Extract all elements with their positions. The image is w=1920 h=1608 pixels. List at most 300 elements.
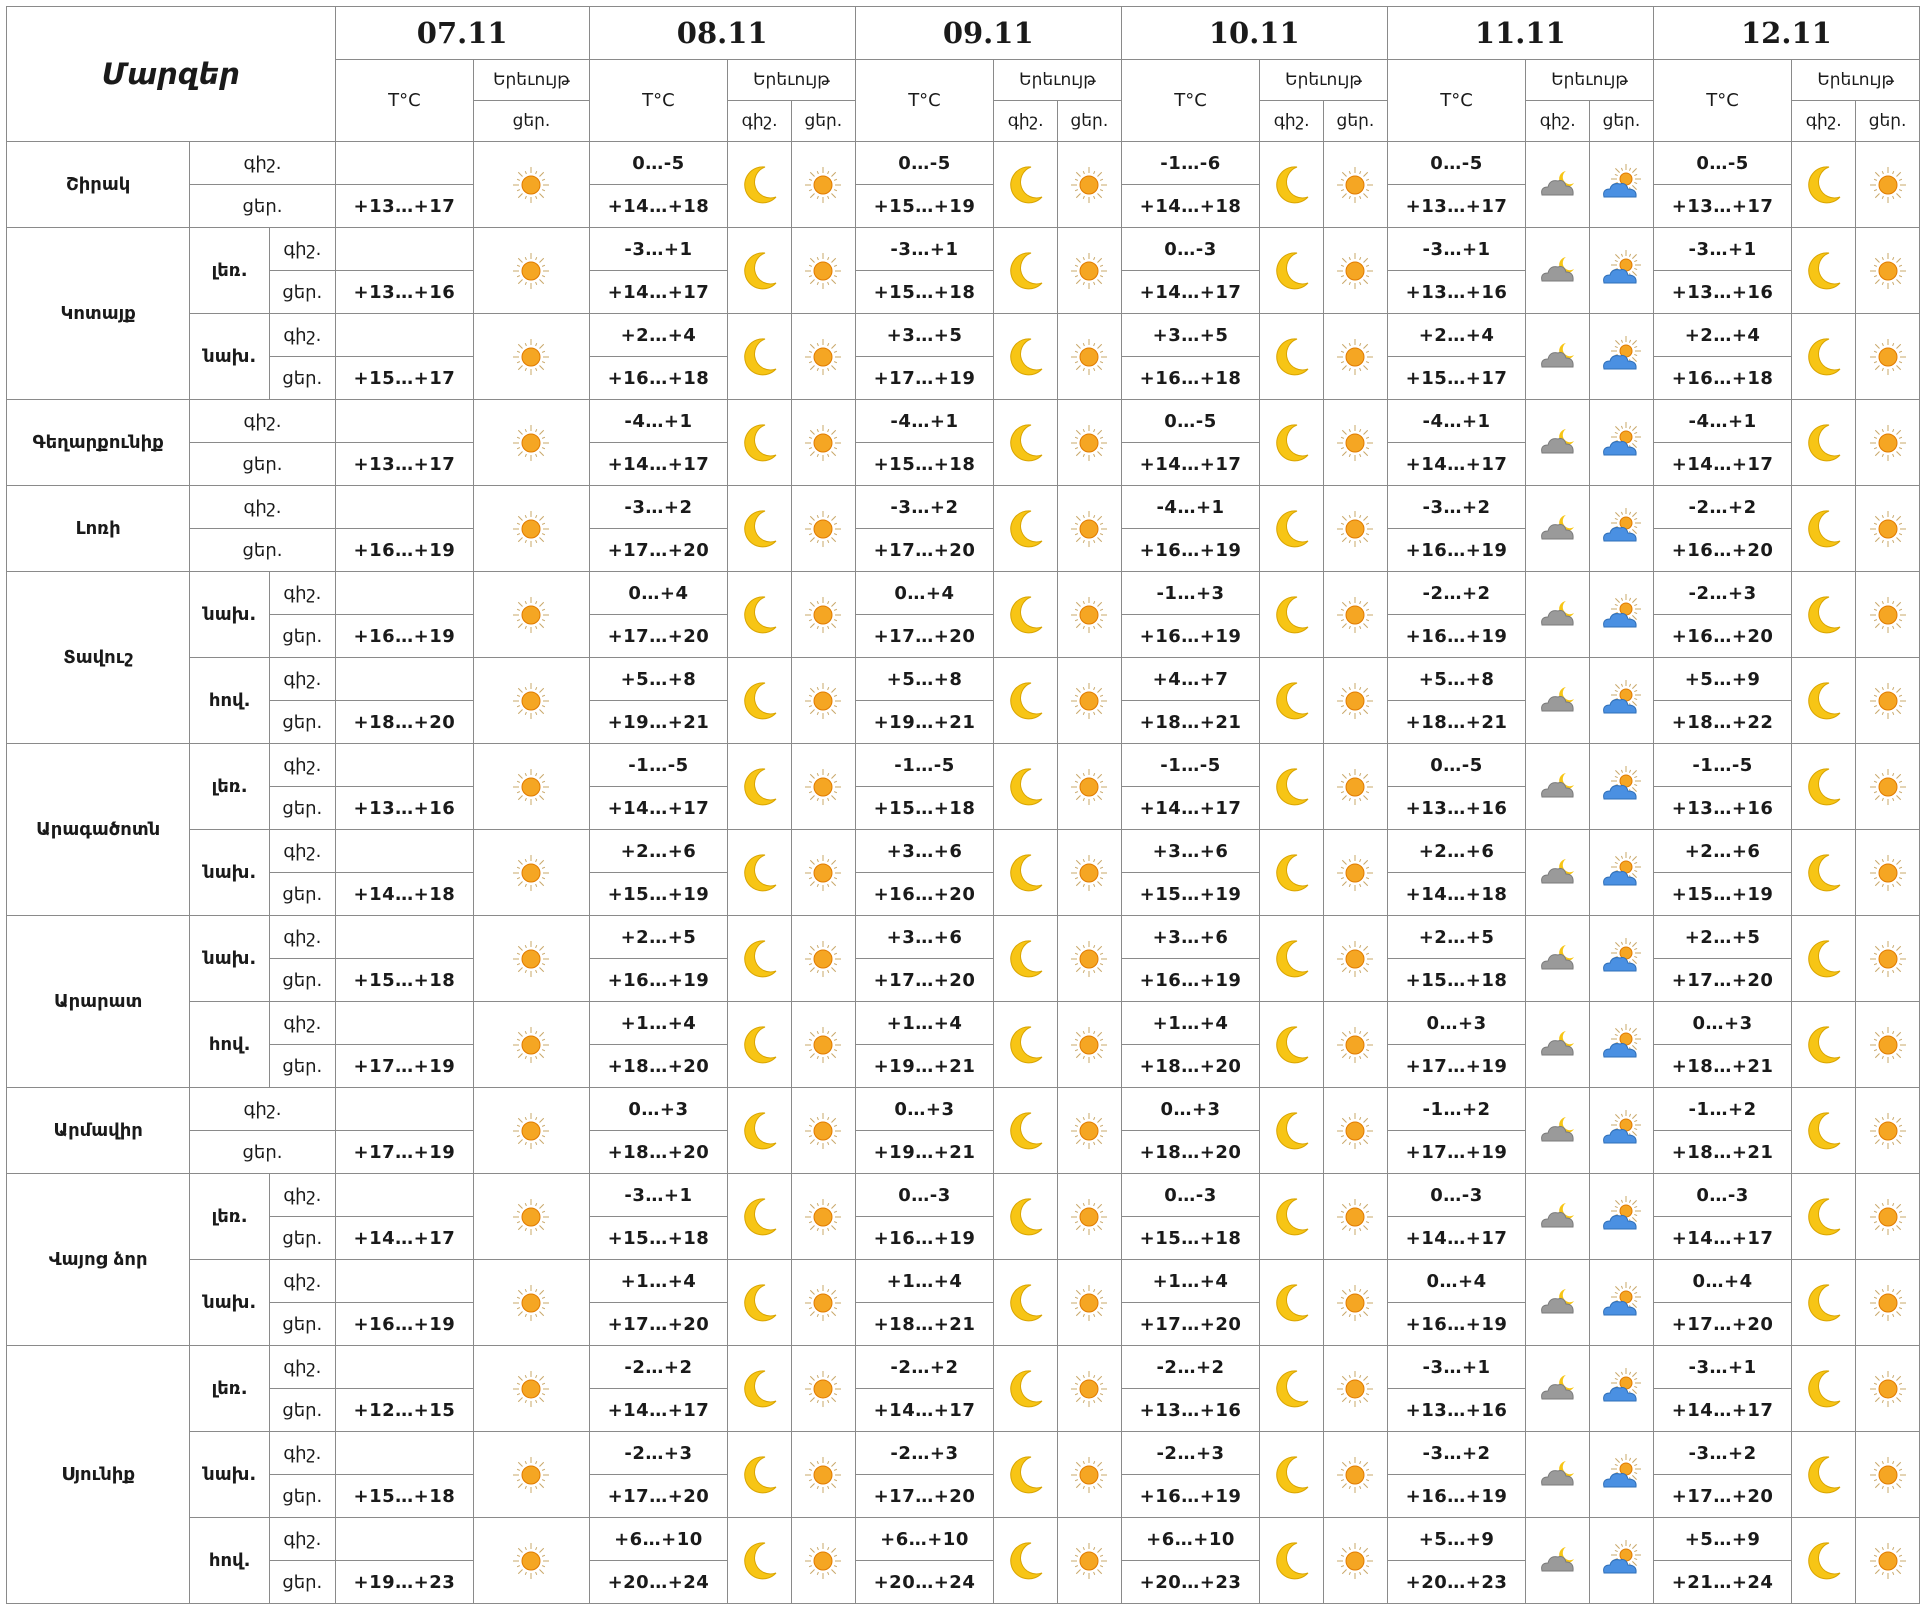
night-temp: 0…+3: [589, 1088, 728, 1131]
day-icon-cell: [1324, 658, 1388, 744]
moon-icon: [1004, 1539, 1048, 1583]
night-temp: +5…+8: [589, 658, 728, 701]
day-icon-cell: [1324, 1088, 1388, 1174]
night-icon-cell: [1526, 1088, 1590, 1174]
night-icon-cell: [994, 1174, 1058, 1260]
moon-icon: [1004, 937, 1048, 981]
day-temp: +13…+16: [1387, 1389, 1526, 1432]
night-temp: 0…+4: [1387, 1260, 1526, 1303]
subregion-name: լեռ.: [190, 1174, 270, 1260]
day-temp: +14…+17: [589, 271, 728, 314]
table-row: [7, 830, 1920, 873]
cloud-sun-icon: [1599, 679, 1643, 723]
day-temp: +17…+20: [589, 1303, 728, 1346]
sun-icon: [1067, 765, 1111, 809]
day-icon-cell: [474, 830, 590, 916]
region-name: Սյունիք: [7, 1346, 190, 1604]
table-row: [7, 486, 1920, 529]
cloud-moon-icon: [1536, 765, 1580, 809]
sun-icon: [1067, 851, 1111, 895]
day-temp: +16…+20: [1653, 529, 1792, 572]
night-temp: 0…-5: [1121, 400, 1260, 443]
cloud-moon-icon: [1536, 1539, 1580, 1583]
day-temp: +14…+17: [1387, 443, 1526, 486]
day-icon-cell: [474, 572, 590, 658]
subregion-name: նախ.: [190, 1432, 270, 1518]
sun-icon: [1333, 1195, 1377, 1239]
moon-icon: [1004, 421, 1048, 465]
day-temp: +17…+20: [1121, 1303, 1260, 1346]
sun-icon: [1866, 765, 1910, 809]
sun-icon: [1333, 249, 1377, 293]
night-temp: -3…+2: [1387, 1432, 1526, 1475]
day-icon-cell: [791, 572, 855, 658]
cloud-moon-icon: [1536, 1195, 1580, 1239]
day-temp: +17…+20: [1653, 1475, 1792, 1518]
sun-icon: [1333, 1453, 1377, 1497]
table-row: [7, 1518, 1920, 1561]
night-temp: [335, 1088, 474, 1131]
day-icon-cell: [1058, 486, 1122, 572]
day-temp: +13…+17: [1387, 185, 1526, 228]
night-icon-cell: [728, 916, 792, 1002]
day-subheader: ցեր.: [1856, 101, 1920, 142]
phenomenon-header: Երեւույթ: [994, 60, 1122, 101]
moon-icon: [1004, 593, 1048, 637]
night-temp: 0…-3: [1387, 1174, 1526, 1217]
day-icon-cell: [1856, 830, 1920, 916]
night-icon-cell: [1260, 1002, 1324, 1088]
table-row: [7, 1002, 1920, 1045]
night-icon-cell: [1792, 744, 1856, 830]
moon-icon: [738, 1281, 782, 1325]
day-temp: +15…+17: [335, 357, 474, 400]
day-icon-cell: [791, 1260, 855, 1346]
moon-icon: [1004, 851, 1048, 895]
day-subheader: ցեր.: [1058, 101, 1122, 142]
night-temp: 0…-5: [1387, 744, 1526, 787]
day-temp: +16…+19: [855, 1217, 994, 1260]
night-temp: -1…-5: [589, 744, 728, 787]
moon-icon: [1270, 1453, 1314, 1497]
day-icon-cell: [1058, 572, 1122, 658]
sun-icon: [1866, 249, 1910, 293]
sun-icon: [1866, 335, 1910, 379]
day-icon-cell: [474, 1088, 590, 1174]
night-icon-cell: [1792, 228, 1856, 314]
night-icon-cell: [728, 400, 792, 486]
subregion-name: նախ.: [190, 830, 270, 916]
sun-icon: [1333, 679, 1377, 723]
night-icon-cell: [728, 830, 792, 916]
sun-icon: [509, 1367, 553, 1411]
day-temp: +17…+19: [335, 1045, 474, 1088]
moon-icon: [1004, 1109, 1048, 1153]
day-icon-cell: [791, 830, 855, 916]
night-icon-cell: [1260, 1088, 1324, 1174]
sun-icon: [1067, 679, 1111, 723]
night-temp: +1…+4: [1121, 1260, 1260, 1303]
sun-icon: [1866, 1109, 1910, 1153]
night-icon-cell: [1260, 486, 1324, 572]
day-icon-cell: [1058, 314, 1122, 400]
day-icon-cell: [1856, 1174, 1920, 1260]
day-icon-cell: [1856, 1518, 1920, 1604]
night-temp: -1…-6: [1121, 142, 1260, 185]
day-temp: +13…+16: [1653, 787, 1792, 830]
day-label: ցեր.: [269, 357, 335, 400]
day-icon-cell: [1590, 1432, 1654, 1518]
cloud-moon-icon: [1536, 1281, 1580, 1325]
night-label: գիշ.: [269, 916, 335, 959]
night-icon-cell: [1526, 400, 1590, 486]
night-temp: +5…+9: [1653, 1518, 1792, 1561]
day-icon-cell: [1856, 486, 1920, 572]
sun-icon: [801, 1367, 845, 1411]
day-temp: +15…+18: [855, 443, 994, 486]
moon-icon: [1802, 507, 1846, 551]
day-icon-cell: [1590, 486, 1654, 572]
day-icon-cell: [791, 142, 855, 228]
cloud-sun-icon: [1599, 335, 1643, 379]
night-label: գիշ.: [190, 142, 335, 185]
night-temp: 0…+3: [855, 1088, 994, 1131]
phenomenon-header: Երեւույթ: [474, 60, 590, 101]
night-label: գիշ.: [190, 1088, 335, 1131]
day-temp: +17…+20: [1653, 959, 1792, 1002]
table-row: [7, 658, 1920, 701]
day-temp: +15…+18: [335, 959, 474, 1002]
day-label: ցեր.: [190, 1131, 335, 1174]
day-temp: +15…+18: [335, 1475, 474, 1518]
night-icon-cell: [728, 1088, 792, 1174]
cloud-moon-icon: [1536, 249, 1580, 293]
night-temp: -2…+2: [1387, 572, 1526, 615]
day-label: ցեր.: [269, 1389, 335, 1432]
sun-icon: [1333, 765, 1377, 809]
day-icon-cell: [474, 916, 590, 1002]
day-temp: +15…+19: [589, 873, 728, 916]
day-icon-cell: [1590, 916, 1654, 1002]
night-temp: 0…-5: [1387, 142, 1526, 185]
temp-header: T°C: [855, 60, 994, 142]
night-temp: -1…+2: [1653, 1088, 1792, 1131]
sun-icon: [1866, 163, 1910, 207]
day-temp: +17…+20: [855, 959, 994, 1002]
night-temp: 0…+3: [1653, 1002, 1792, 1045]
night-icon-cell: [728, 142, 792, 228]
day-icon-cell: [791, 1088, 855, 1174]
moon-icon: [1802, 1281, 1846, 1325]
day-icon-cell: [1590, 572, 1654, 658]
moon-icon: [1270, 1281, 1314, 1325]
sun-icon: [1067, 593, 1111, 637]
day-icon-cell: [1058, 658, 1122, 744]
day-temp: +14…+17: [1121, 271, 1260, 314]
sun-icon: [801, 507, 845, 551]
region-name: Տավուշ: [7, 572, 190, 744]
night-temp: 0…-5: [589, 142, 728, 185]
day-temp: +13…+16: [335, 271, 474, 314]
day-icon-cell: [791, 916, 855, 1002]
night-temp: -2…+3: [1653, 572, 1792, 615]
night-icon-cell: [1526, 830, 1590, 916]
day-icon-cell: [791, 400, 855, 486]
moon-icon: [738, 163, 782, 207]
day-icon-cell: [474, 1174, 590, 1260]
night-temp: 0…-5: [1653, 142, 1792, 185]
night-icon-cell: [1792, 400, 1856, 486]
sun-icon: [801, 679, 845, 723]
day-icon-cell: [1058, 1088, 1122, 1174]
moon-icon: [1270, 421, 1314, 465]
day-temp: +15…+17: [1387, 357, 1526, 400]
day-icon-cell: [791, 658, 855, 744]
moon-icon: [1802, 1195, 1846, 1239]
day-icon-cell: [1590, 1260, 1654, 1346]
day-icon-cell: [1856, 916, 1920, 1002]
day-temp: +16…+19: [589, 959, 728, 1002]
moon-icon: [1270, 1539, 1314, 1583]
day-temp: +18…+21: [855, 1303, 994, 1346]
night-label: գիշ.: [269, 1002, 335, 1045]
sun-icon: [1866, 421, 1910, 465]
day-icon-cell: [474, 314, 590, 400]
night-label: գիշ.: [269, 572, 335, 615]
day-icon-cell: [474, 744, 590, 830]
day-temp: +18…+20: [335, 701, 474, 744]
night-icon-cell: [728, 1002, 792, 1088]
region-name: Վայոց ձոր: [7, 1174, 190, 1346]
phenomenon-header: Երեւույթ: [728, 60, 856, 101]
night-icon-cell: [1260, 228, 1324, 314]
sun-icon: [509, 1109, 553, 1153]
night-temp: -4…+1: [855, 400, 994, 443]
day-icon-cell: [474, 1002, 590, 1088]
sun-icon: [1333, 593, 1377, 637]
day-temp: +16…+19: [1121, 615, 1260, 658]
day-temp: +15…+18: [855, 787, 994, 830]
night-icon-cell: [1526, 916, 1590, 1002]
day-temp: +19…+21: [855, 701, 994, 744]
night-temp: +3…+6: [1121, 830, 1260, 873]
night-icon-cell: [1260, 916, 1324, 1002]
moon-icon: [1004, 1195, 1048, 1239]
night-temp: -4…+1: [589, 400, 728, 443]
day-icon-cell: [791, 314, 855, 400]
night-icon-cell: [728, 228, 792, 314]
night-icon-cell: [994, 572, 1058, 658]
day-temp: +17…+19: [855, 357, 994, 400]
day-icon-cell: [1058, 744, 1122, 830]
day-icon-cell: [1856, 142, 1920, 228]
table-row: [7, 1346, 1920, 1389]
night-temp: -3…+1: [1387, 228, 1526, 271]
night-temp: +5…+9: [1387, 1518, 1526, 1561]
day-icon-cell: [1058, 400, 1122, 486]
day-temp: +18…+20: [589, 1045, 728, 1088]
night-icon-cell: [1792, 1260, 1856, 1346]
night-icon-cell: [1526, 314, 1590, 400]
table-row: [7, 142, 1920, 185]
day-temp: +16…+18: [1653, 357, 1792, 400]
day-icon-cell: [1590, 314, 1654, 400]
night-temp: -1…-5: [1121, 744, 1260, 787]
night-subheader: գիշ.: [1260, 101, 1324, 142]
region-name: Արագածոտն: [7, 744, 190, 916]
table-row: [7, 314, 1920, 357]
day-icon-cell: [1324, 400, 1388, 486]
day-icon-cell: [1324, 1002, 1388, 1088]
day-temp: +20…+24: [589, 1561, 728, 1604]
day-temp: +16…+19: [335, 1303, 474, 1346]
night-temp: [335, 658, 474, 701]
moon-icon: [1802, 1539, 1846, 1583]
night-temp: -2…+3: [1121, 1432, 1260, 1475]
day-icon-cell: [1590, 1174, 1654, 1260]
day-icon-cell: [474, 1260, 590, 1346]
sun-icon: [509, 1453, 553, 1497]
cloud-sun-icon: [1599, 851, 1643, 895]
night-temp: +3…+6: [855, 916, 994, 959]
day-temp: +16…+19: [1387, 615, 1526, 658]
sun-icon: [801, 1539, 845, 1583]
moon-icon: [738, 1109, 782, 1153]
night-temp: [335, 830, 474, 873]
sun-icon: [1866, 1539, 1910, 1583]
day-icon-cell: [1324, 1432, 1388, 1518]
night-temp: +2…+5: [1387, 916, 1526, 959]
night-icon-cell: [1526, 1260, 1590, 1346]
night-icon-cell: [994, 1088, 1058, 1174]
sun-icon: [1067, 163, 1111, 207]
night-temp: [335, 314, 474, 357]
night-temp: 0…+4: [1653, 1260, 1792, 1303]
sun-icon: [1333, 163, 1377, 207]
moon-icon: [1004, 1453, 1048, 1497]
night-temp: -3…+1: [1653, 228, 1792, 271]
sun-icon: [509, 507, 553, 551]
cloud-sun-icon: [1599, 421, 1643, 465]
day-subheader: ցեր.: [1590, 101, 1654, 142]
table-row: [7, 228, 1920, 271]
day-icon-cell: [1856, 1260, 1920, 1346]
night-temp: -3…+2: [855, 486, 994, 529]
day-icon-cell: [1324, 1518, 1388, 1604]
sun-icon: [801, 421, 845, 465]
night-temp: -3…+1: [589, 1174, 728, 1217]
day-temp: +19…+21: [855, 1045, 994, 1088]
sun-icon: [509, 937, 553, 981]
night-temp: +3…+6: [855, 830, 994, 873]
day-temp: +14…+18: [1121, 185, 1260, 228]
night-icon-cell: [1526, 1002, 1590, 1088]
sun-icon: [1067, 937, 1111, 981]
night-temp: -2…+2: [589, 1346, 728, 1389]
day-label: ցեր.: [269, 1045, 335, 1088]
night-label: գիշ.: [269, 1346, 335, 1389]
moon-icon: [1004, 163, 1048, 207]
moon-icon: [738, 1367, 782, 1411]
day-icon-cell: [1856, 1002, 1920, 1088]
moon-icon: [1270, 1023, 1314, 1067]
night-temp: [335, 572, 474, 615]
moon-icon: [738, 593, 782, 637]
day-temp: +16…+20: [1653, 615, 1792, 658]
cloud-moon-icon: [1536, 1367, 1580, 1411]
night-temp: -1…-5: [855, 744, 994, 787]
night-temp: +1…+4: [855, 1260, 994, 1303]
night-icon-cell: [1526, 658, 1590, 744]
night-icon-cell: [1260, 1432, 1324, 1518]
day-temp: +15…+19: [855, 185, 994, 228]
sun-icon: [1333, 421, 1377, 465]
night-icon-cell: [994, 314, 1058, 400]
night-icon-cell: [1526, 228, 1590, 314]
sun-icon: [1866, 593, 1910, 637]
day-icon-cell: [1590, 142, 1654, 228]
cloud-sun-icon: [1599, 1195, 1643, 1239]
moon-icon: [1802, 421, 1846, 465]
day-temp: +18…+21: [1653, 1131, 1792, 1174]
night-subheader: գիշ.: [1526, 101, 1590, 142]
region-name: Արմավիր: [7, 1088, 190, 1174]
day-icon-cell: [474, 1346, 590, 1432]
night-temp: [335, 228, 474, 271]
moon-icon: [1270, 593, 1314, 637]
day-temp: +15…+19: [1653, 873, 1792, 916]
night-icon-cell: [1526, 1518, 1590, 1604]
night-temp: +2…+5: [589, 916, 728, 959]
night-icon-cell: [1260, 830, 1324, 916]
day-icon-cell: [1590, 1088, 1654, 1174]
sun-icon: [509, 1023, 553, 1067]
night-icon-cell: [1526, 572, 1590, 658]
subregion-name: նախ.: [190, 916, 270, 1002]
day-temp: +15…+18: [589, 1217, 728, 1260]
subregion-name: լեռ.: [190, 1346, 270, 1432]
night-temp: +2…+6: [589, 830, 728, 873]
night-label: գիշ.: [269, 658, 335, 701]
moon-icon: [1004, 507, 1048, 551]
day-temp: +13…+17: [1653, 185, 1792, 228]
day-temp: +18…+21: [1121, 701, 1260, 744]
region-name: Լոռի: [7, 486, 190, 572]
night-temp: +6…+10: [589, 1518, 728, 1561]
day-temp: +17…+20: [855, 529, 994, 572]
day-icon-cell: [1058, 228, 1122, 314]
day-temp: +14…+17: [589, 787, 728, 830]
day-temp: +15…+18: [1387, 959, 1526, 1002]
day-icon-cell: [1590, 1346, 1654, 1432]
cloud-sun-icon: [1599, 765, 1643, 809]
cloud-moon-icon: [1536, 851, 1580, 895]
sun-icon: [1067, 421, 1111, 465]
day-subheader: ցեր.: [791, 101, 855, 142]
night-temp: 0…+3: [1387, 1002, 1526, 1045]
phenomenon-header: Երեւույթ: [1260, 60, 1388, 101]
subregion-name: հով.: [190, 1518, 270, 1604]
forecast-wrapper: [6, 6, 1920, 1604]
moon-icon: [1270, 1109, 1314, 1153]
date-header: 12.11: [1653, 7, 1919, 60]
night-label: գիշ.: [269, 830, 335, 873]
night-temp: -2…+2: [855, 1346, 994, 1389]
night-temp: [335, 400, 474, 443]
table-row: [7, 1088, 1920, 1131]
sun-icon: [1067, 335, 1111, 379]
day-label: ցեր.: [190, 443, 335, 486]
